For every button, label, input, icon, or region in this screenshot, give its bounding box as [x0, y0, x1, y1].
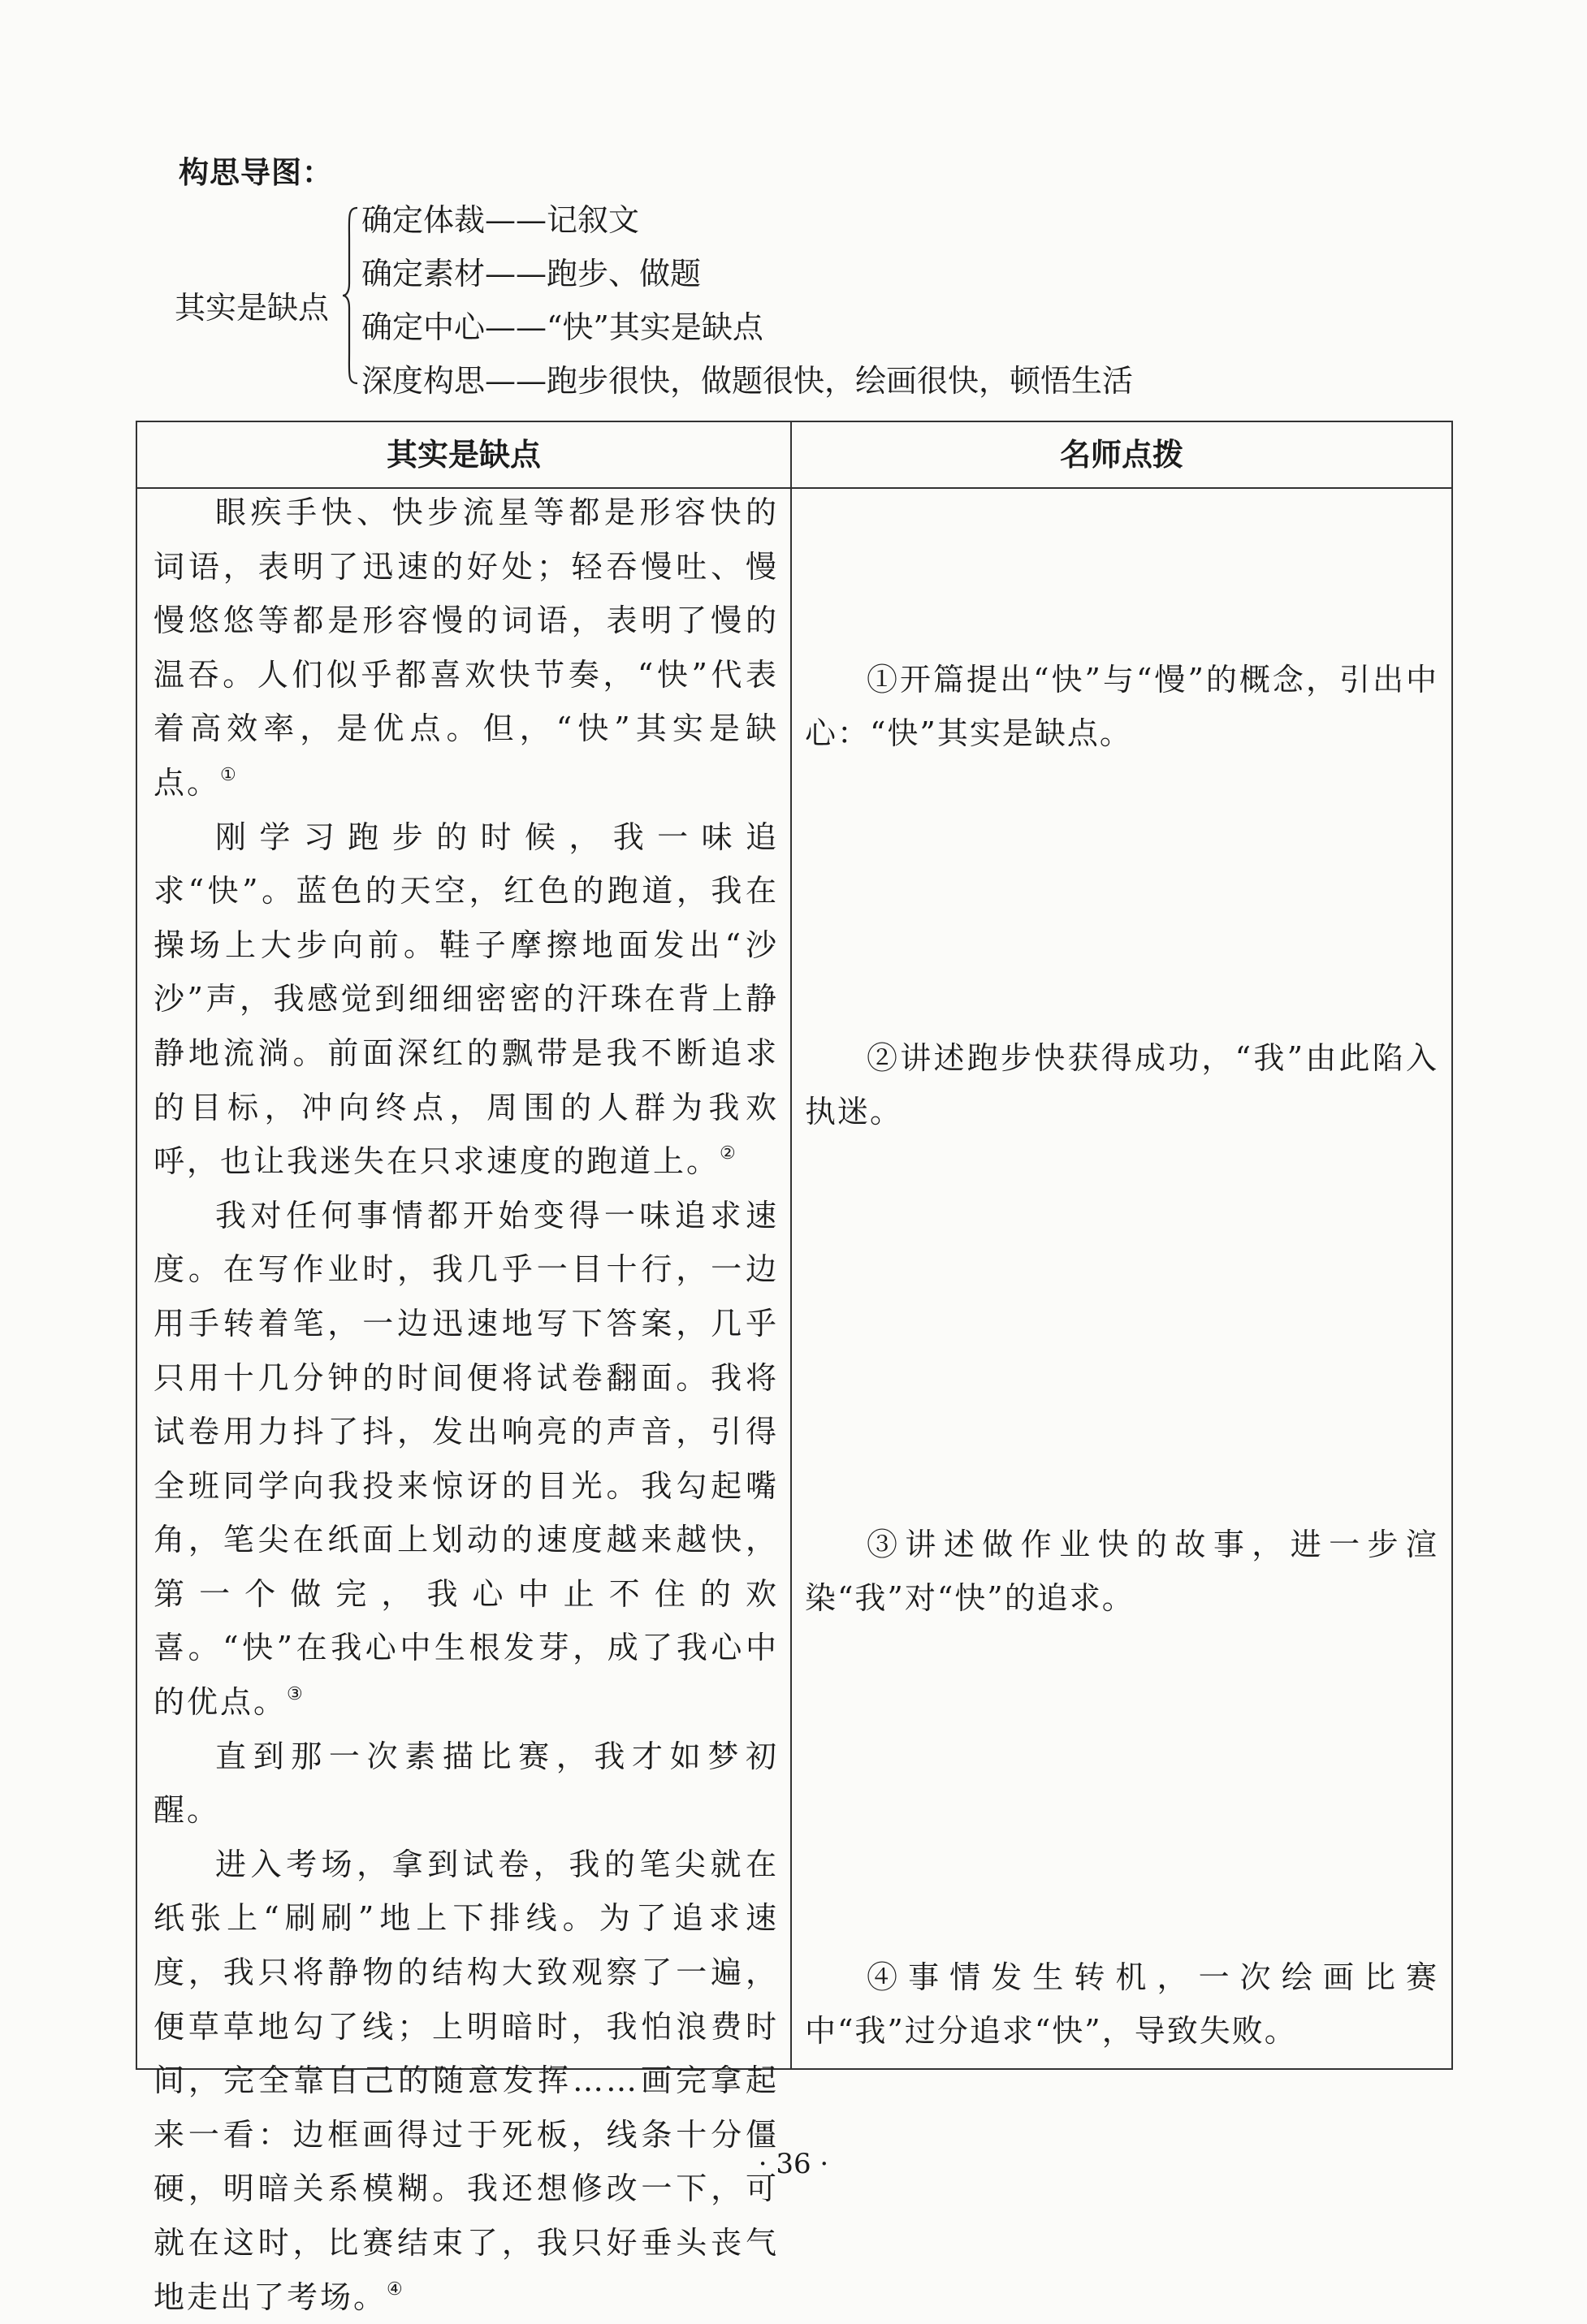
- mind-map-heading: 构思导图：: [179, 155, 333, 190]
- mind-map-branch: 确定体裁——记叙文: [361, 202, 640, 238]
- teacher-note: ③讲述做作业快的故事，进一步渲染“我”对“快”的追求。: [805, 1527, 1438, 1616]
- teacher-note: ④事情发生转机，一次绘画比赛中“我”过分追求“快”，导致失败。: [805, 1959, 1438, 2049]
- teacher-note: ①开篇提出“快”与“慢”的概念，引出中心：“快”其实是缺点。: [805, 662, 1438, 751]
- essay-paragraph: 直到那一次素描比赛，我才如梦初醒。: [154, 1738, 779, 1829]
- annotation-marker: ①: [220, 764, 239, 785]
- column-header-notes: 名师点拨: [1059, 437, 1183, 473]
- annotation-marker: ②: [720, 1143, 738, 1164]
- mind-map-topic: 其实是缺点: [175, 290, 330, 326]
- annotation-marker: ④: [387, 2279, 405, 2300]
- essay-paragraph: 眼疾手快、快步流星等都是形容快的词语，表明了迅速的好处；轻吞慢吐、慢慢悠悠等都是形容慢的词语，表明了慢的温吞。人们似乎都喜欢快节奏，“快”代表着高效率，是优点。但，“快”其实是缺点。①: [154, 495, 779, 801]
- page-number: · 36 ·: [758, 2148, 829, 2180]
- column-header-essay: 其实是缺点: [386, 437, 541, 473]
- essay-paragraph: 刚学习跑步的时候，我一味追求“快”。蓝色的天空，红色的跑道，我在操场上大步向前。鞋子摩擦地面发出“沙沙”声，我感觉到细细密密的汗珠在背上静静地流淌。前面深红的飘带是我不断追求的目标，冲向终点，周围的人群为我欢呼，也让我迷失在只求速度的跑道上。②: [154, 819, 779, 1180]
- annotation-marker: ③: [287, 1684, 305, 1705]
- brace-icon: [341, 206, 359, 385]
- essay-body: [154, 486, 779, 2324]
- teacher-note: ②讲述跑步快获得成功，“我”由此陷入执迷。: [805, 1040, 1438, 1130]
- table-header-row: [137, 422, 1451, 489]
- mind-map-branch: 确定素材——跑步、做题: [361, 256, 702, 292]
- essay-paragraph: 进入考场，拿到试卷，我的笔尖就在纸张上“刷刷”地上下排线。为了追求速度，我只将静物的结构大致观察了一遍，便草草地勾了线；上明暗时，我怕浪费时间，完全靠自己的随意发挥……画完拿起来一看：边框画得过于死板，线条十分僵硬，明暗关系模糊。我还想修改一下，可就在这时，比赛结束了，我只好垂头丧气地走出了考场。④: [154, 1846, 779, 2315]
- essay-paragraph: 我对任何事情都开始变得一味追求速度。在写作业时，我几乎一目十行，一边用手转着笔，一边迅速地写下答案，几乎只用十几分钟的时间便将试卷翻面。我将试卷用力抖了抖，发出响亮的声音，引得全班同学向我投来惊讶的目光。我勾起嘴角，笔尖在纸面上划动的速度越来越快，第一个做完，我心中止不住的欢喜。“快”在我心中生根发芽，成了我心中的优点。③: [154, 1197, 779, 1721]
- mind-map-branch: 确定中心——“快”其实是缺点: [361, 309, 763, 345]
- mind-map-branch: 深度构思——跑步很快，做题很快，绘画很快，顿悟生活: [361, 363, 1134, 399]
- column-divider: [790, 422, 792, 2068]
